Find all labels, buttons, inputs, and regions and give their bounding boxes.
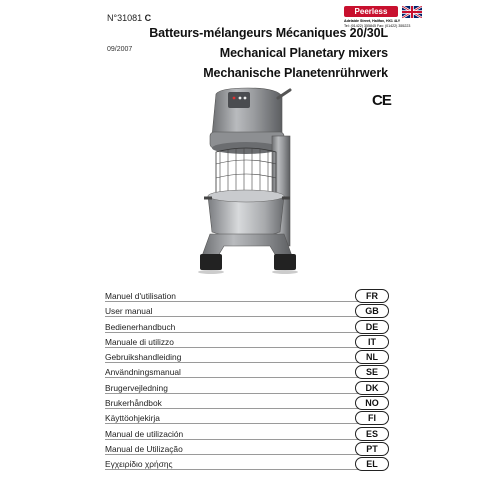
language-code-badge: DE [355,320,389,334]
language-code-badge: GB [355,304,389,318]
language-label: Manual de Utilização [105,443,183,454]
language-code-badge: ES [355,427,389,441]
language-row-fr [105,288,389,303]
union-jack-flag-icon [402,6,422,18]
language-label: Användningsmanual [105,367,181,378]
document-date: 09/2007 [107,46,133,53]
leader-line [105,332,361,333]
leader-line [105,393,361,394]
leader-line [105,316,361,317]
leader-line [105,301,361,302]
document-number-value: N°31081 [107,13,143,23]
language-code-badge: NL [355,350,389,364]
planetary-mixer-illustration [190,86,306,276]
language-row-se [105,364,389,379]
language-code-badge: EL [355,457,389,471]
language-label: Bedienerhandbuch [105,321,176,332]
language-label: User manual [105,306,153,317]
language-label: Manual de utilización [105,428,184,439]
brand-contact: Tel: (01422) 355845 Fax: (01422) 355223 [344,23,411,28]
language-row-dk [105,380,389,395]
language-code-badge: NO [355,396,389,410]
language-label: Manuel d'utilisation [105,291,176,301]
language-code-badge: PT [355,442,389,456]
language-row-es [105,426,389,441]
language-code-badge: SE [355,365,389,379]
language-label: Εγχειρίδιο χρήσης [105,459,173,470]
brand-address: Adelaide Street, Halifax, HX1 4LY [344,19,401,23]
language-row-de [105,319,389,334]
leader-line [105,454,361,455]
brand-logo-block [344,6,422,35]
leader-line [105,347,361,348]
language-row-pt [105,441,389,456]
language-row-gb [105,303,389,318]
language-row-no [105,395,389,410]
ce-mark: CE [372,92,391,109]
control-panel-icon [228,92,250,108]
leader-line [105,408,361,409]
leader-line [105,377,361,378]
language-row-nl [105,349,389,364]
language-list [105,288,389,472]
language-label: Brukerhåndbok [105,398,162,409]
leader-line [105,362,361,363]
language-row-it [105,334,389,349]
title-french: Batteurs-mélangeurs Mécaniques 20/30L [149,26,388,40]
document-revision: C [144,13,152,23]
language-code-badge: IT [355,335,389,349]
language-code-badge: FR [355,289,389,303]
brand-address-block [344,19,422,28]
title-english: Mechanical Planetary mixers [219,46,388,60]
language-label: Gebruikshandleiding [105,352,182,363]
leader-line [105,469,361,470]
leader-line [105,423,361,424]
brand-name: Peerless [344,6,398,17]
language-row-fi [105,410,389,425]
language-label: Käyttöohjekirja [105,413,160,424]
document-number [107,13,151,23]
title-german: Mechanische Planetenrührwerk [203,66,388,80]
language-code-badge: FI [355,411,389,425]
language-label: Brugervejledning [105,382,168,393]
leader-line [105,439,361,440]
language-code-badge: DK [355,381,389,395]
language-row-el [105,456,389,471]
language-label: Manuale di utilizzo [105,336,174,347]
